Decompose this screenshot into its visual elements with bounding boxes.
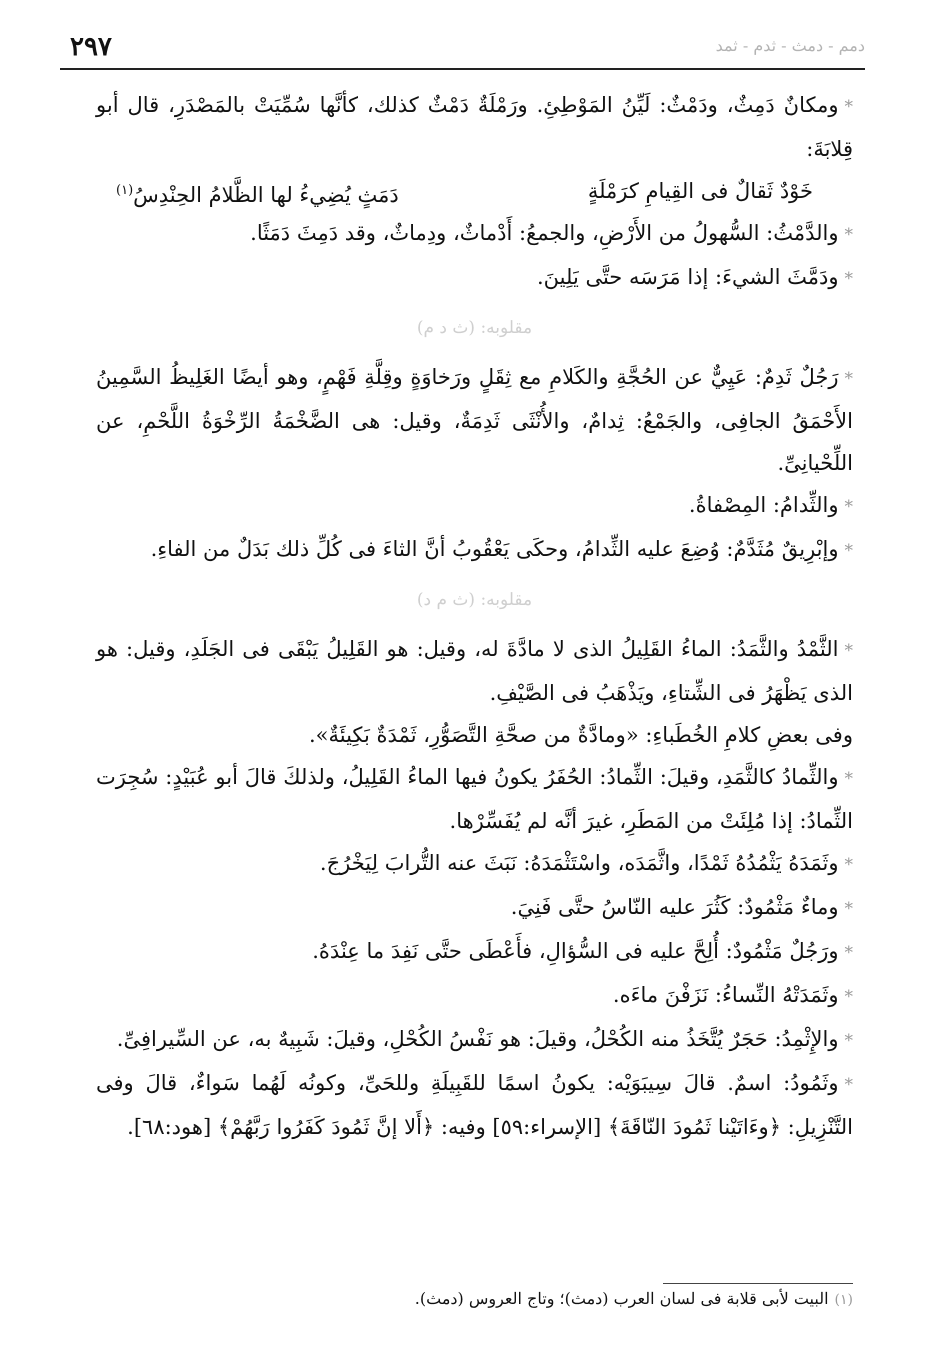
paragraph <box>96 256 853 300</box>
paragraph-text: ورَجُلٌ مَثْمُودٌ: أُلِحَّ عليه فى السُّؤالِ، فأَعْطَى حتَّى نَفِدَ ما عِنْدَهُ. <box>312 939 839 963</box>
paragraph-marker: * <box>844 225 853 245</box>
paragraph-marker: * <box>844 855 853 875</box>
paragraph-marker: * <box>844 97 853 117</box>
paragraph-text: والإِثْمِدُ: حَجَرٌ يُتَّخَذُ منه الكُحْلُ، وقيلَ: هو نَفْسُ الكُحْلِ، وقيلَ: شَبِيهٌ به، عن السِّيرافِىِّ. <box>116 1027 839 1051</box>
paragraph <box>96 484 853 528</box>
paragraph-marker: * <box>844 899 853 919</box>
paragraph <box>96 842 853 886</box>
paragraph <box>96 886 853 930</box>
paragraph-text: والثِّدامُ: المِصْفاةُ. <box>688 493 839 517</box>
paragraph-marker: * <box>844 987 853 1007</box>
paragraph <box>96 1018 853 1062</box>
paragraph-text: والثِّمادُ كالثَّمَدِ، وقيلَ: الثِّمادُ: الحُفَرُ يكونُ فيها الماءُ القَلِيلُ، ولذلكَ قالَ أبو عُبَيْدٍ: سُجِرَت الثِّمادُ: إذا مُلِئَتْ من المَطَرِ، غيرَ أنَّه لم يُفَسِّرْها. <box>96 765 853 833</box>
paragraph-text: وثَمَدَتْهُ النِّساءُ: نَزَفْنَ ماءَه. <box>612 983 839 1007</box>
section-divider <box>96 572 853 628</box>
paragraph <box>96 212 853 256</box>
paragraph-text: ودَمَّثَ الشيءَ: إذا مَرَسَه حتَّى يَلِينَ. <box>537 265 839 289</box>
footnote <box>300 1286 853 1313</box>
paragraph-marker: * <box>844 943 853 963</box>
body-text <box>96 84 853 1148</box>
paragraph-marker: * <box>844 369 853 389</box>
paragraph-text: ومكانٌ دَمِثٌ، ودَمْثٌ: لَيِّنُ المَوْطِئِ. ورَمْلَةٌ دَمْثٌ كذلك، كأنَّها سُمِّيَتْ بالمَصْدَرِ، قال أبو قِلابَةَ: <box>96 93 853 161</box>
header-rule <box>60 68 865 70</box>
paragraph <box>96 974 853 1018</box>
paragraph <box>96 628 853 714</box>
paragraph-text: وإبْرِيقٌ مُثَدَّمٌ: وُضِعَ عليه الثِّدامُ، وحكَى يَعْقُوبُ أنَّ الثاءَ فى كُلِّ ذلك بَدَلٌ من الفاءِ. <box>150 537 839 561</box>
paragraph <box>96 528 853 572</box>
paragraph-text: وفى بعضِ كلامِ الخُطَباءِ: «ومادَّةٌ من صحَّةِ التَّصَوُّرِ، ثَمْدَةٌ بَكِيئَةٌ». <box>308 723 853 747</box>
paragraph-text: والدَّمْثُ: السُّهولُ من الأَرْضِ، والجمعُ: أَدْماثٌ، ودِماثٌ، وقد دَمِثَ دَمَثًا. <box>250 221 839 245</box>
paragraph-marker: * <box>844 541 853 561</box>
paragraph-text: وثَمَدَهُ يَثْمُدُهُ ثَمْدًا، واثَّمَدَه، واسْتَثْمَدَهُ: نَبَثَ عنه التُّرابَ لِيَخْرُجَ. <box>319 851 839 875</box>
paragraph-text: الثَّمْدُ والثَّمَدُ: الماءُ القَلِيلُ الذى لا مادَّةَ له، وقيل: هو القَلِيلُ يَبْقَى فى الجَلَدِ، وقيل: هو الذى يَظْهَرُ فى الشِّتاءِ، ويَذْهَبُ فى الصَّيْفِ. <box>96 637 853 705</box>
paragraph <box>96 714 853 756</box>
paragraph-text: وثَمُودُ: اسمٌ. قالَ سِيبَوَيْه: يكونُ اسمًا للقَبِيلَةِ وللحَىِّ، وكونُه لَهُما سَواءٌ، قالَ وفى التَّنْزِيلِ: ﴿وءَاتَيْنا ثَمُودَ النّاقَةَ﴾ [الإسراء:٥٩] وفيه: ﴿أَلا إنَّ ثَمُودَ كَفَرُوا رَبَّهُمْ﴾ [هود:٦٨]. <box>96 1071 853 1139</box>
paragraph-text: وماءٌ مَثْمُودٌ: كَثُرَ عليه النّاسُ حتَّى فَنِيَ. <box>510 895 839 919</box>
section-divider <box>96 300 853 356</box>
footnote-marker: (١) <box>834 1292 853 1308</box>
paragraph-marker: * <box>844 1075 853 1095</box>
running-title: دمم - دمث - ثدم - ثمد <box>715 36 865 55</box>
paragraph-marker: * <box>844 497 853 517</box>
paragraph <box>96 756 853 842</box>
footnote-reference: (١) <box>116 183 134 198</box>
page-number: ٢٩٧ <box>70 32 112 62</box>
paragraph-text: رَجُلٌ ثَدِمٌ: عَيِيٌّ عن الحُجَّةِ والكَلامِ مع ثِقَلٍ ورَخاوَةٍ وقِلَّةِ فَهْمٍ، وهو أيضًا الغَلِيظُ السَّمِينُ الأَحْمَقُ الجافِى، والجَمْعُ: ثِدامٌ، والأُنْثَى ثَدِمَةٌ، وقيل: هى الضَّخْمَةُ الرِّخْوَةُ اللَّحْمِ، عن اللِّحْيانِىِّ. <box>96 365 853 475</box>
footnote-text: البيت لأبى قلابة فى لسان العرب (دمث)؛ وتاج العروس (دمث). <box>414 1289 829 1308</box>
section-divider-label: مقلوبه: (ث د م) <box>416 318 533 338</box>
footnote-rule <box>663 1283 853 1284</box>
poetry-verse <box>116 170 813 212</box>
paragraph <box>96 84 853 170</box>
paragraph-marker: * <box>844 641 853 661</box>
paragraph-marker: * <box>844 269 853 289</box>
section-divider-label: مقلوبه: (ث م د) <box>416 590 533 610</box>
paragraph <box>96 356 853 484</box>
paragraph <box>96 930 853 974</box>
paragraph-marker: * <box>844 1031 853 1051</box>
verse-second-text: دَمَثٍ يُضِيءُ لها الظَّلامُ الحِنْدِسُ <box>133 183 399 207</box>
verse-first-hemistich: خَوْدٌ ثَقالٌ فى القِيامِ كرَمْلَةٍ <box>587 179 813 203</box>
page-header <box>60 26 865 66</box>
verse-second-hemistich <box>116 170 399 212</box>
paragraph-marker: * <box>844 769 853 789</box>
paragraph <box>96 1062 853 1148</box>
